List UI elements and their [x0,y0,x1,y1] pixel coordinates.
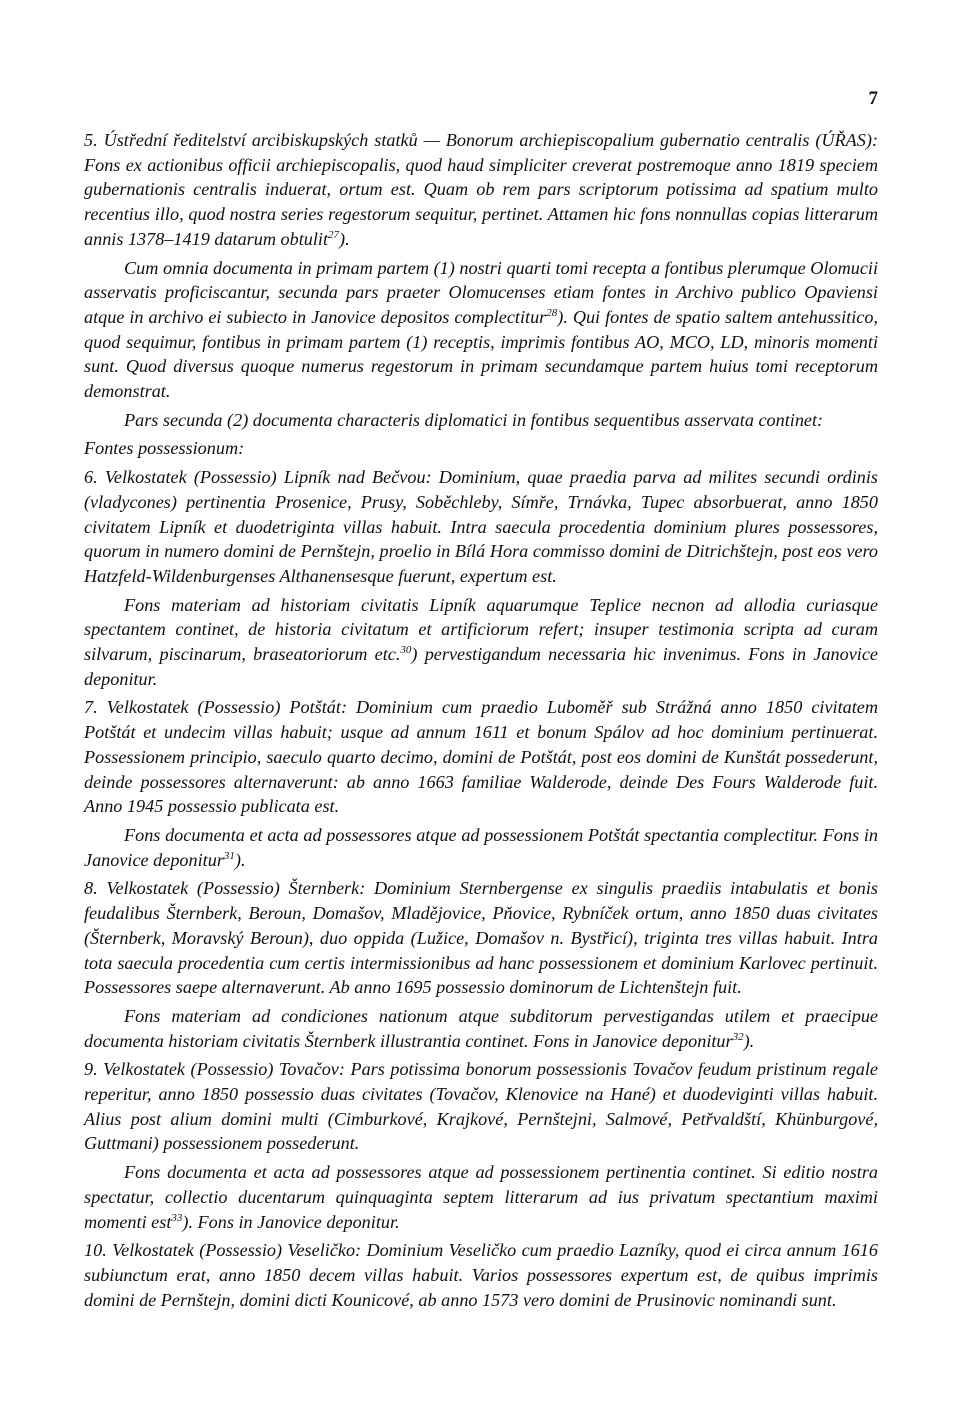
footnote-ref: 30 [400,644,412,657]
footnote-ref: 33 [171,1211,183,1224]
paragraph-text: 8. Velkostatek (Possessio) Šternberk: Dominium Sternbergense ex singulis praediis intabulatis et bonis feudalibus Šternberk, Beroun, Domašov, Mladějovice, Pňovice, Rybníček ortum, anno 1850 duas civitates (Šternberk, Moravský Beroun), duo oppida (Lužice, Domašov n. Bystřicí), triginta tres villas habuit. Intra tota saecula procedentia cum certis intermissionibus ad hanc possessionem et dominium Karlovec pertinuit. Possessores saepe alternaverunt. Ab anno 1695 possessio dominorum de Lichtenštejn fuit. [84,878,878,998]
paragraph-text: Fons documenta et acta ad possessores atque ad possessionem Potštát spectantia complectitur. Fons in Janovice deponitur [84,824,878,870]
paragraph-text: 7. Velkostatek (Possessio) Potštát: Dominium cum praedio Luboměř sub Strážná anno 1850 civitatem Potštát et undecim villas habuit; usque ad annum 1611 et bonum Spálov ad hoc dominium pertinuerat. Possessionem principio, saeculo quarto decimo, domini de Potštát, post eos domini de Kunštát possederunt, deinde possessores alternaverunt: ab anno 1663 familiae Walderode, deinde Des Fours Walderode fuit. Anno 1945 possessio publicata est. [84,697,878,817]
paragraph [84,1238,878,1312]
paragraph-text: Fons documenta et acta ad possessores atque ad possessionem pertinentia continet. Si editio nostra spectatur, collectio ducentarum quinquaginta septem litterarum ad ius privatum spectantium maximi momenti est [84,1162,878,1232]
paragraph-text: ). [743,1030,755,1051]
paragraph-text: 6. Velkostatek (Possessio) Lipník nad Bečvou: Dominium, quae praedia parva ad milites secundi ordinis (vladycones) pertinentia Prosenice, Prusy, Soběchleby, Símře, Trnávka, Tupec absorbuerat, anno 1850 civitatem Lipník et duodetriginta villas habuit. Intra saecula procedentia dominium plures possessores, quorum in numero domini de Pernštejn, proelio in Bílá Hora commisso domini de Ditrichštejn, post eos vero Hatzfeld-Wildenburgenses Althanensesque fuerunt, expertum est. [84,467,878,586]
paragraph-text: ) pervestigandum necessaria hic invenimus. Fons in Janovice deponitur. [84,644,878,689]
paragraph [84,695,878,819]
paragraph-text: Cum omnia documenta in primam partem (1) nostri quarti tomi recepta a fontibus plerumque Olomucii asservatis proficiscantur, secunda pars praeter Olomucenses etiam fontes in Archivo publico Opaviensi atque in archivo ei subiecto in Janovice depositos complectitur [84,257,878,327]
paragraph-text: ). Qui fontes de spatio saltem antehussitico, quod sequimur, fontibus in primam partem (1) receptis, imprimis fontibus AO, MCO, LD, minoris momenti sunt. Quod diversus quoque numerus regestorum in primam secundamque partem huius tomi receptorum demonstrat. [84,306,878,402]
footnote-ref: 27 [328,228,340,241]
paragraph-text: Fons materiam ad historiam civitatis Lipník aquarumque Teplice necnon ad allodia curiasque spectantem continet, de historia civitatum et artificiorum refert; insuper testimonia scripta ad curam silvarum, piscinarum, braseatoriorum etc. [84,594,878,665]
paragraph [84,465,878,589]
paragraph-text: ). [339,228,350,249]
paragraph-text: Pars secunda (2) documenta characteris diplomatici in fontibus sequentibus asservata continet: [124,409,824,430]
paragraph [84,256,878,404]
paragraph-text: 5. Ústřední ředitelství arcibiskupských statků — Bonorum archiepiscopalium gubernatio centralis (ÚŘAS): Fons ex actionibus officii archiepiscopalis, quod haud simpliciter creverat postremoque anno 1819 speciem gubernationis centralis induerat, ortum est. Quam ob rem pars scriptorum potissima ad spatium multo recentius illo, quod nostra series regestorum sequitur, pertinet. Attamen hic fons nonnullas copias litterarum annis 1378–1419 datarum obtulit [84,130,878,249]
footnote-ref: 32 [732,1030,744,1043]
paragraph [84,876,878,1000]
paragraph [84,436,878,461]
paragraph-text: 9. Velkostatek (Possessio) Tovačov: Pars potissima bonorum possessionis Tovačov feudum pristinum regale reperitur, anno 1850 possessio duas civitates (Tovačov, Klenovice na Hané) et duodeviginti villas habuit. Alius post alium domini multi (Cimburkové, Krajkové, Pernštejni, Salmové, Petřvaldští, Khünburgové, Guttmani) possessionem possederunt. [84,1059,878,1154]
paragraph [84,823,878,872]
paragraph-text: Fons materiam ad condiciones nationum atque subditorum pervestigandas utilem et praecipue documenta historiam civitatis Šternberk illustrantia continet. Fons in Janovice deponitur [84,1005,878,1051]
paragraph-text: Fontes possessionum: [84,438,245,459]
paragraph [84,1160,878,1234]
paragraph-text: ). [234,849,246,870]
paragraph-text: ). Fons in Janovice deponitur. [182,1211,400,1232]
footnote-ref: 28 [546,306,558,319]
paragraph [84,1057,878,1156]
paragraph [84,408,878,433]
page-number: 7 [868,88,878,109]
paragraph-text: 10. Velkostatek (Possessio) Veseličko: Dominium Veseličko cum praedio Lazníky, quod ei circa annum 1616 subiunctum erat, anno 1850 decem villas habuit. Varios possessores expertum est, de quibus imprimis domini de Pernštejn, domini dicti Kounicové, ab anno 1573 vero domini de Prusinovic nominandi sunt. [84,1240,878,1310]
paragraph [84,1004,878,1053]
footnote-ref: 31 [223,849,235,862]
document-body [84,128,878,1316]
paragraph [84,593,878,692]
paragraph [84,128,878,252]
